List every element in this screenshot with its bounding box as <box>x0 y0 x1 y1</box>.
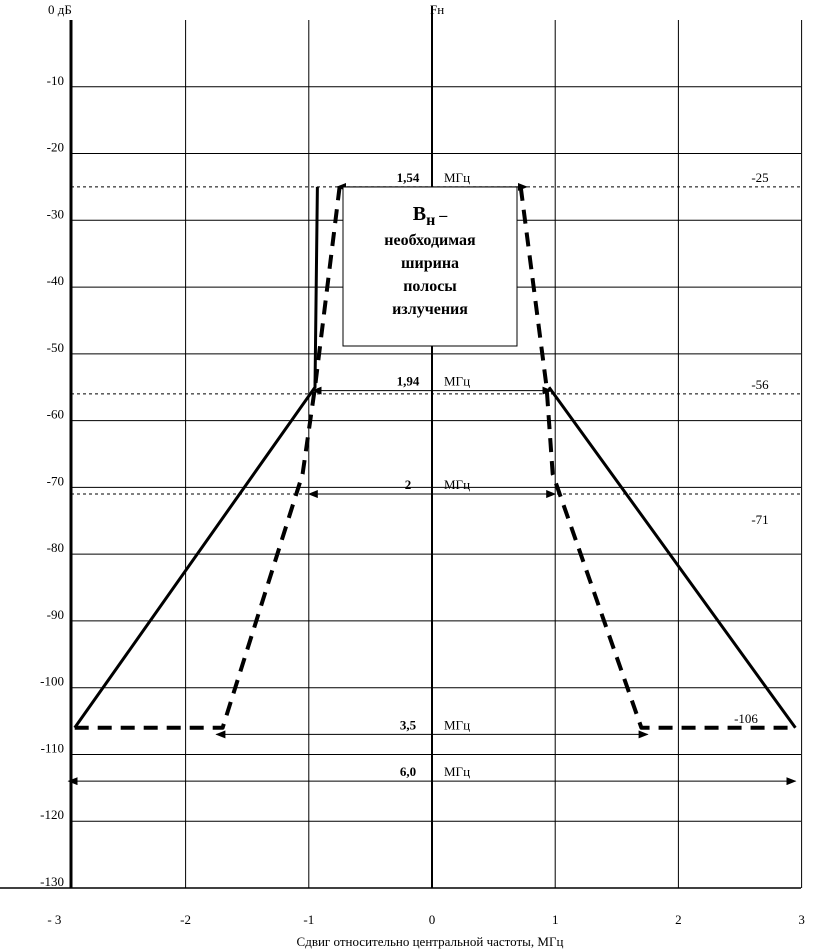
y-unit-label: 0 дБ <box>48 2 72 17</box>
x-axis-title: Сдвиг относительно центральной частоты, МГц <box>296 934 564 949</box>
bandwidth-unit: МГц <box>444 477 471 493</box>
y-tick-label: -110 <box>40 740 64 756</box>
y-tick-label: -30 <box>46 206 64 222</box>
x-tick-label: -2 <box>180 912 192 927</box>
axes <box>0 6 801 888</box>
y-tick-label: -130 <box>40 874 64 889</box>
y-tick-label: -60 <box>46 406 64 422</box>
bandwidth-value: 1,54 <box>396 169 420 185</box>
y-tick-label: -40 <box>46 273 64 289</box>
bandwidth-value: 6,0 <box>399 764 417 780</box>
annotation-box <box>343 187 517 346</box>
y-tick-label: -90 <box>46 606 64 622</box>
y-tick-label: -100 <box>40 673 64 689</box>
x-tick-label: -1 <box>303 912 315 927</box>
x-tick-label: 0 <box>428 912 436 927</box>
y-tick-label: -10 <box>46 72 64 88</box>
x-tick-label: 2 <box>675 912 682 927</box>
bandwidth-value: 2 <box>404 477 412 493</box>
x-tick-label: 3 <box>798 912 805 927</box>
bandwidth-unit: МГц <box>444 169 471 185</box>
annotation-box-line: ширина <box>400 255 460 272</box>
grid <box>71 20 802 888</box>
x-tick-label: 1 <box>551 912 559 927</box>
annotation-box-line: излучения <box>392 301 468 318</box>
y-tick-label: -20 <box>46 139 64 155</box>
bandwidth-unit: МГц <box>444 717 471 733</box>
reference-label: -106 <box>734 710 758 726</box>
center-frequency-label: Fн <box>430 2 445 17</box>
bandwidth-value: 3,5 <box>399 717 417 733</box>
annotation-box-line: полосы <box>403 278 457 295</box>
annotation-box-title: Bн – <box>412 203 448 229</box>
bandwidth-unit: МГц <box>444 764 471 780</box>
y-tick-label: -50 <box>46 339 64 355</box>
annotation-box-line: необходимая <box>384 232 476 249</box>
bandwidth-unit: МГц <box>444 373 471 389</box>
axis-labels <box>40 2 805 949</box>
x-tick-label: - 3 <box>47 912 62 927</box>
y-tick-label: -70 <box>46 473 64 489</box>
reference-label: -25 <box>751 169 769 185</box>
y-tick-label: -80 <box>46 540 64 556</box>
reference-label: -71 <box>751 512 769 528</box>
reference-label: -56 <box>751 376 769 392</box>
y-tick-label: -120 <box>40 807 64 823</box>
bandwidth-value: 1,94 <box>396 373 420 389</box>
